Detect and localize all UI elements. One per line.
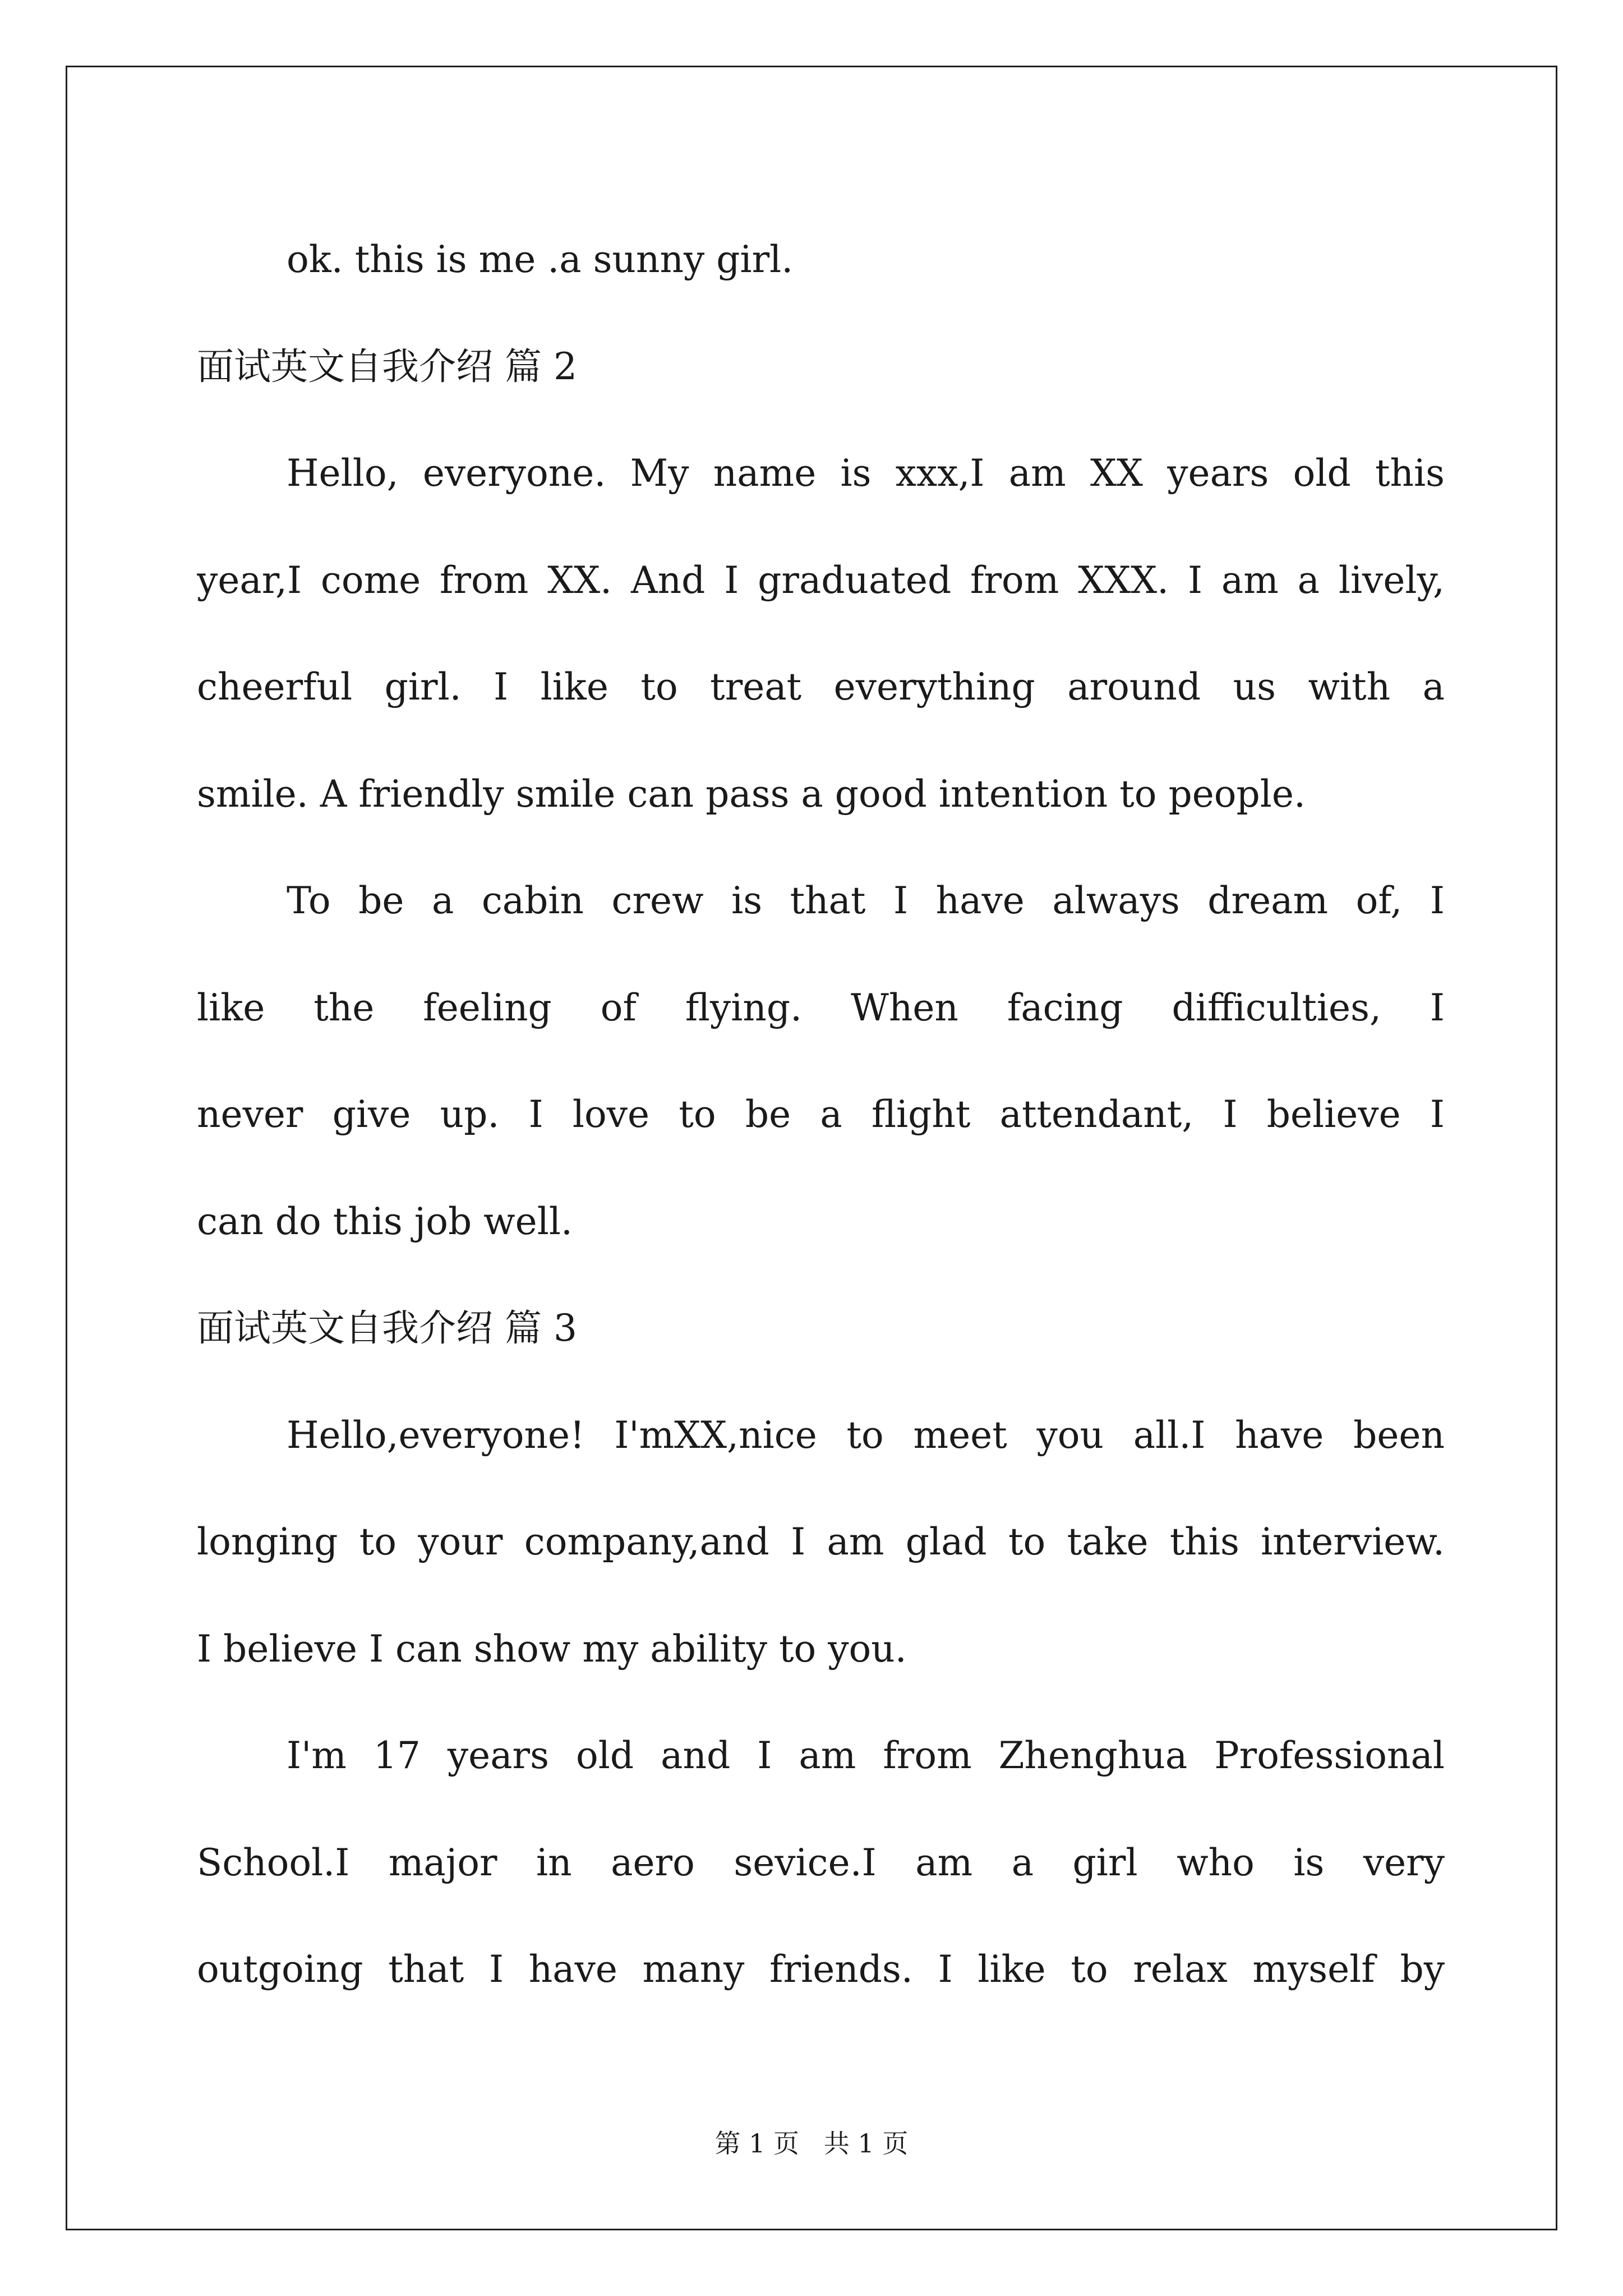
page-footer: 第 1 页 共 1 页	[714, 2128, 909, 2159]
text-line: I believe I can show my ability to you.	[197, 1627, 907, 1671]
text-line: smile. A friendly smile can pass a good intention to people.	[197, 772, 1306, 816]
text-line: I'm 17 years old and I am from Zhenghua Professional	[287, 1734, 1445, 1777]
text-line: School.I major in aero sevice.I am a girl who is very	[197, 1841, 1445, 1884]
text-line: can do this job well.	[197, 1199, 573, 1243]
section-heading: 面试英文自我介绍 篇 2	[197, 344, 577, 388]
text-line: ok. this is me .a sunny girl.	[287, 238, 794, 281]
text-line: year,I come from XX. And I graduated from XXX. I am a lively,	[197, 558, 1445, 602]
text-line: outgoing that I have many friends. I like to relax myself by	[197, 1948, 1445, 1991]
text-line: like the feeling of flying. When facing difficulties, I	[197, 986, 1445, 1029]
text-line: Hello, everyone. My name is xxx,I am XX years old this	[287, 452, 1445, 495]
text-line: longing to your company,and I am glad to take this interview.	[197, 1520, 1445, 1563]
section-heading: 面试英文自我介绍 篇 3	[197, 1306, 577, 1350]
text-line: Hello,everyone! I'mXX,nice to meet you all.I have been	[287, 1413, 1445, 1457]
text-line: cheerful girl. I like to treat everything around us with a	[197, 665, 1445, 708]
document-body	[197, 206, 1445, 2023]
text-line: never give up. I love to be a flight attendant, I believe I	[197, 1093, 1445, 1136]
text-line: To be a cabin crew is that I have always dream of, I	[287, 879, 1445, 922]
